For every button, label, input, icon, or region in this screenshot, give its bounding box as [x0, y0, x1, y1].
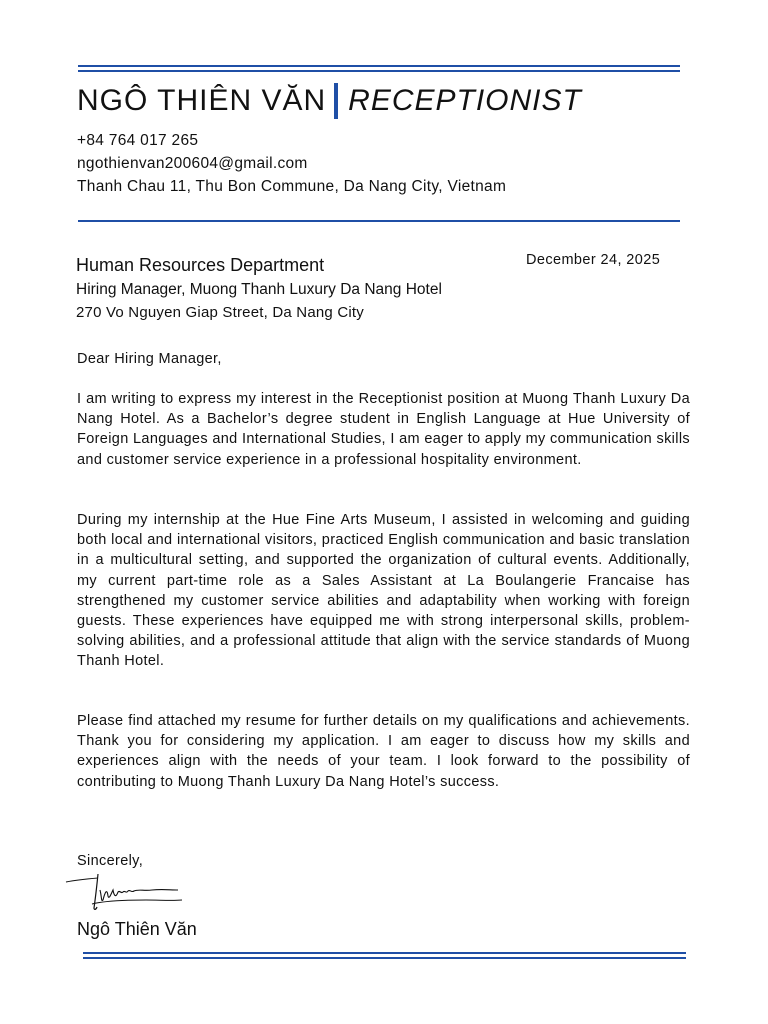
footer-rule-secondary: [83, 957, 686, 959]
header-top-rule-secondary: [78, 70, 680, 72]
letter-date: December 24, 2025: [526, 252, 661, 268]
applicant-name: NGÔ THIÊN VĂN: [77, 84, 327, 117]
header-bottom-rule: [78, 220, 680, 222]
signature-image: [64, 870, 184, 914]
recipient-title: Hiring Manager, Muong Thanh Luxury Da Nang Hotel: [76, 281, 442, 298]
title-divider: [334, 83, 338, 119]
applicant-role: RECEPTIONIST: [348, 84, 582, 117]
contact-address: Thanh Chau 11, Thu Bon Commune, Da Nang City, Vietnam: [77, 178, 507, 195]
closing: Sincerely,: [77, 853, 144, 869]
body-paragraph: I am writing to express my interest in the Receptionist position at Muong Thanh Luxury Da Nang Hotel. As a Bachelor’s degree student in English Language at Hue University of Foreign Languages and International Studies, I am eager to apply my communication skills and customer service experience in a professional hospitality environment.: [77, 391, 690, 468]
header-top-rule: [78, 65, 680, 67]
body-paragraph: Please find attached my resume for further details on my qualifications and achievements. Thank you for considering my application. I am eager to discuss how my skills and experiences align with the needs of your team. I look forward to the possibility of contributing to Muong Thanh Luxury Da Nang Hotel’s success.: [77, 713, 690, 790]
body-paragraph: During my internship at the Hue Fine Arts Museum, I assisted in welcoming and guiding both local and international visitors, practiced English communication and basic translation in a multicultural setting, and supported the organization of cultural events. Additionally, my current part-time role as a Sales Assistant at La Boulangerie Francaise has strengthened my customer service abilities and adaptability when working with foreign guests. These experiences have equipped me with strong interpersonal skills, problem-solving abilities, and a professional attitude that align with the service standards of Muong Thanh Hotel.: [77, 512, 690, 670]
signer-name: Ngô Thiên Văn: [77, 919, 197, 939]
salutation: Dear Hiring Manager,: [77, 351, 222, 367]
footer-rule: [83, 952, 686, 954]
contact-phone: +84 764 017 265: [77, 132, 199, 149]
recipient-department: Human Resources Department: [76, 255, 325, 275]
contact-email: ngothienvan200604@gmail.com: [77, 155, 308, 172]
recipient-street: 270 Vo Nguyen Giap Street, Da Nang City: [76, 304, 364, 321]
page-title: [77, 80, 582, 122]
